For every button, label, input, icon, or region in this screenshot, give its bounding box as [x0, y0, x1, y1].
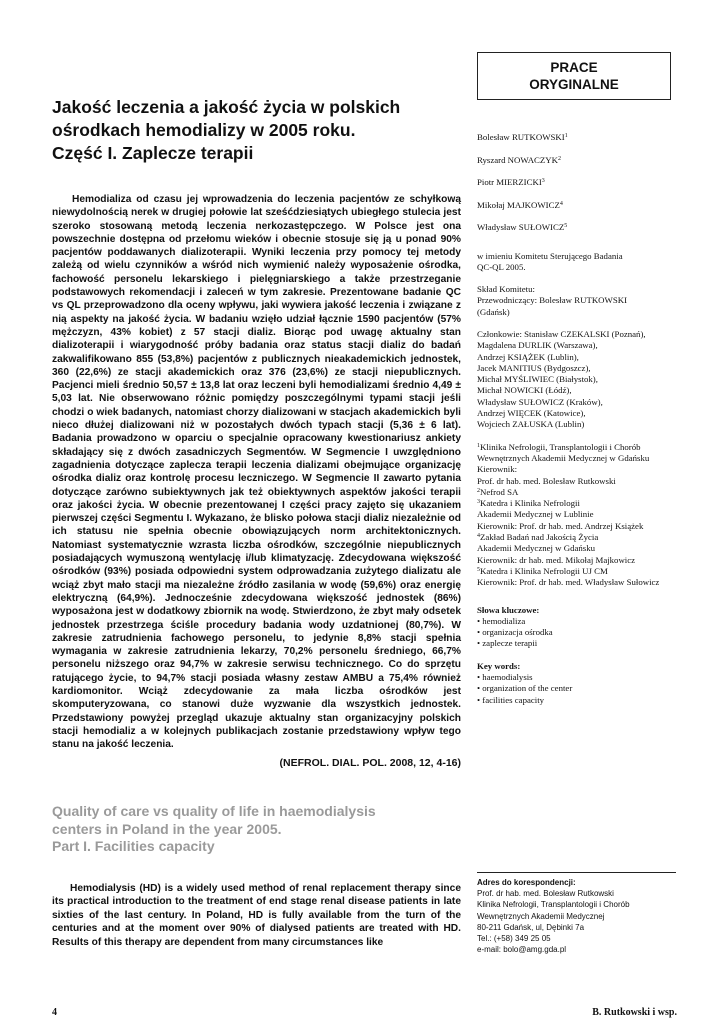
- affiliation-line: Prof. dr hab. med. Bolesław Rutkowski: [477, 475, 616, 486]
- affiliation-line: $^3$Katedra i Klinika Nefrologii: [477, 498, 580, 509]
- title-line: Part I. Facilities capacity: [52, 838, 215, 854]
- journal-citation: (NEFROL. DIAL. POL. 2008, 12, 4-16): [279, 757, 461, 769]
- correspondence-address: [477, 877, 677, 955]
- author: Piotr MIERZICKI$^3$: [477, 177, 545, 187]
- correspondence-line: Klinika Nefrologii, Transplantologii i Chorób: [477, 900, 630, 910]
- keywords-english: [477, 661, 677, 706]
- title-line: Jakość leczenia a jakość życia w polskich: [52, 97, 401, 117]
- affiliation-line: $^4$Zakład Badań nad Jakością Życia: [477, 532, 599, 543]
- committee-head: Skład Komitetu: Przewodniczący: Bolesław RUTKOWSKI (Gdańsk): [477, 284, 627, 317]
- running-author: B. Rutkowski i wsp.: [592, 1007, 677, 1018]
- article-title-polish: [52, 96, 462, 165]
- title-line: Część I. Zaplecze terapii: [52, 143, 254, 163]
- keyword-item: • haemodialysis: [477, 672, 677, 683]
- keywords-heading: Słowa kluczowe:: [477, 604, 540, 615]
- correspondence-line: 80-211 Gdańsk, ul, Dębinki 7a: [477, 922, 585, 932]
- committee-members: Członkowie: Stanisław CZEKALSKI (Poznań), Magdalena DURLIK (Warszawa), Andrzej KSIĄŻEK (Lublin), Jacek MANITIUS (Bydgoszcz), Michał MYŚLIWIEC (Białystok), Michał NOWICKI (Łódź), Władysław SUŁOWICZ (Kraków), Andrzej WIĘCEK (Katowice), Wojciech ZAŁUSKA (Lublin): [477, 328, 646, 430]
- sidebar: [477, 132, 677, 717]
- keyword-item: • facilities capacity: [477, 695, 677, 706]
- affiliation-line: Kierownik: dr hab. med. Mikołaj Majkowicz: [477, 554, 636, 565]
- keyword-item: • hemodializa: [477, 616, 677, 627]
- affiliation-line: $^1$Klinika Nefrologii, Transplantologii i Chorób: [477, 441, 641, 452]
- affiliation-line: Kierownik: Prof. dr hab. med. Andrzej Książek: [477, 520, 644, 531]
- correspondence-email[interactable]: e-mail: bolo@amg.gda.pl: [477, 945, 567, 955]
- affiliation-line: Kierownik:: [477, 464, 518, 475]
- page-number: 4: [52, 1007, 57, 1018]
- author: Mikołaj MAJKOWICZ$^4$: [477, 199, 563, 210]
- article-title-english: [52, 803, 462, 856]
- abstract-polish: Hemodializa od czasu jej wprowadzenia do leczenia pacjentów ze schyłkową niewydolnością nerek w drugiej połowie lat sześćdziesiątych ubiegłego stulecia jest szeroko stosowaną metodą leczenia nerkozastępczego. W Polsce jest ona powszechnie dostępna od przełomu wieków i obecnie stosuje się ją u ponad 90% pacjentów poddawanych dializoterapii. Wyniki leczenia przy pomocy tej metody zależą od wielu czynników a wśród nich wymienić należy wyposażenie ośrodka, fachowość personelu lekarskiego i pielęgniarskiego a także przestrzeganie podstawowych rekomendacji i zaleceń w tym zakresie. Prezentowane badanie QC vs QL przeprowadzono dla oceny wpływu, jaki wywiera jakość leczenia i związane z nią aspekty na jakość życia. W badaniu wzięło udział łącznie 1590 pacjentów (57% mężczyzn, 43% kobiet) z 57 stacji dializ. Biorąc pod uwagę aktualny stan dializoterapii i wiarygodność próby badania oraz status stacji dializ do badań zakwalifikowano 855 (53,8%) pacjentów z publicznych nieakademickich jednostek, 360 (22,6%) ze stacji akademickich oraz 376 (23,6%) ze stacji niepublicznych. Pacjenci mieli średnio 50,57 ± 13,8 lat oraz leczeni byli hemodializami średnio 4,49 ± 5,03 lat. Nie obserwowano różnic pomiędzy poszczególnymi typami stacji jeśli chodzi o wiek badanych, natomiast chorzy dializowani w stacjach akademickich byli nieco dłużej dializowani niż w pozostałych dwóch typach stacji (5,36 ± 6 lat). Badania prowadzono w oparciu o specjalnie opracowany kwestionariusz ankiety składający się z dwóch zasadniczych Segmentów. W Segmencie I uwzględniono zagadnienia dotyczące zaplecza terapii leczenia dializami obejmujące organizację ośrodka dializ oraz kontrolę procesu leczniczego. W Segmencie II zawarto pytania dotyczące zarówno subiektywnych jak też obiektywnych aspektów jakości terapii oraz jakości życia. W obecnie prezentowanej I części pracy zajęto się ukazaniem pierwszej części Segmentu I. Wykazano, że blisko połowa stacji dializ niezależnie od ich statusu nie spełnia obecnie obowiązujących norm architektonicznych. Natomiast systematycznie wzrasta liczba ośrodków, szczególnie niepublicznych posiadających wymuszoną wentylację i/lub klimatyzację. Zdecydowana większość ośrodków (93%) posiada odpowiedni system odprowadzania zużytego dializatu ale wciąż zbyt mało stacji ma niezależne źródło zasilania w wodę (59,6%) oraz energię elektryczną (64,9%). Jednocześnie zdecydowana większość jednostek (86%) wyposażona jest w dodatkowy zbiornik na wodę. Stwierdzono, że zbyt mały odsetek jednostek przestrzega ściśle procedury badania wody uzdatnionej (80,7%). W zakresie zatrudnienia fachowego personelu, to jedynie 8,8% stacji spełnia wymagania w zakresie zatrudnienia lekarzy, 70,2% personelu średniego, 66,7% personelu niższego oraz 94,7% w zakresie serwisu technicznego. Co do sprzętu ratującego życie, to 94,7% stacji posiada własny zestaw AMBU a 75,4% również kardiomonitor. Wciąż zdecydowanie za mała liczba ośrodków jest skomputeryzowana, co stanowi duże wyzwanie dla wszystkich jednostek. Przedstawiony powyżej przegląd ukazuje aktualny stan organizacyjny polskich stacji hemodializ a w kolejnych publikacjach zostanie przedstawiony wpływ tego stanu na jakość leczenia.: [52, 194, 461, 751]
- author-list: [477, 132, 677, 245]
- committee-intro: w imieniu Komitetu Sterującego Badania QC-QL 2005.: [477, 250, 623, 272]
- affiliation-line: Wewnętrznych Akademii Medycznej w Gdańsku: [477, 452, 650, 463]
- keyword-item: • organizacja ośrodka: [477, 627, 677, 638]
- abstract-english: Hemodialysis (HD) is a widely used method of renal replacement therapy since its practical introduction to the treatment of end stage renal disease patients in late sixties of the last century. In Poland, HD is fully available from the turn of the centuries and at the moment over 90% of dialysed patients are treated with HD. Results of this therapy are dependent from many circumstances like: [52, 883, 461, 948]
- correspondence-line: Prof. dr hab. med. Bolesław Rutkowski: [477, 889, 614, 899]
- section-label-line: PRACE: [550, 60, 598, 75]
- affiliation-line: Akademii Medycznej w Gdańsku: [477, 543, 595, 554]
- affiliation-line: $^2$Nefrod SA: [477, 486, 519, 497]
- correspondence-line: Tel.: (+58) 349 25 05: [477, 934, 551, 944]
- keyword-item: • zaplecze terapii: [477, 638, 677, 649]
- title-line: ośrodkach hemodializy w 2005 roku.: [52, 120, 356, 140]
- affiliation-line: Akademii Medycznej w Lublinie: [477, 509, 594, 520]
- section-label-line: ORYGINALNE: [529, 77, 619, 92]
- keyword-item: • organization of the center: [477, 683, 677, 694]
- author: Władysław SUŁOWICZ$^5$: [477, 222, 568, 232]
- correspondence-heading: Adres do korespondencji:: [477, 878, 576, 887]
- affiliation-line: $^5$Katedra i Klinika Nefrologii UJ CM: [477, 565, 608, 576]
- divider: [477, 872, 676, 873]
- affiliation-line: Kierownik: Prof. dr hab. med. Władysław Sułowicz: [477, 577, 660, 588]
- title-line: centers in Poland in the year 2005.: [52, 820, 282, 837]
- correspondence-line: Wewnętrznych Akademii Medycznej: [477, 911, 605, 921]
- keywords-heading: Key words:: [477, 660, 521, 671]
- author: Ryszard NOWACZYK$^2$: [477, 154, 562, 165]
- title-line: Quality of care vs quality of life in haemodialysis: [52, 803, 376, 819]
- affiliations: [477, 442, 677, 589]
- section-label-box: [477, 52, 671, 100]
- keywords-polish: [477, 605, 677, 650]
- author: Bolesław RUTKOWSKI$^1$: [477, 132, 568, 142]
